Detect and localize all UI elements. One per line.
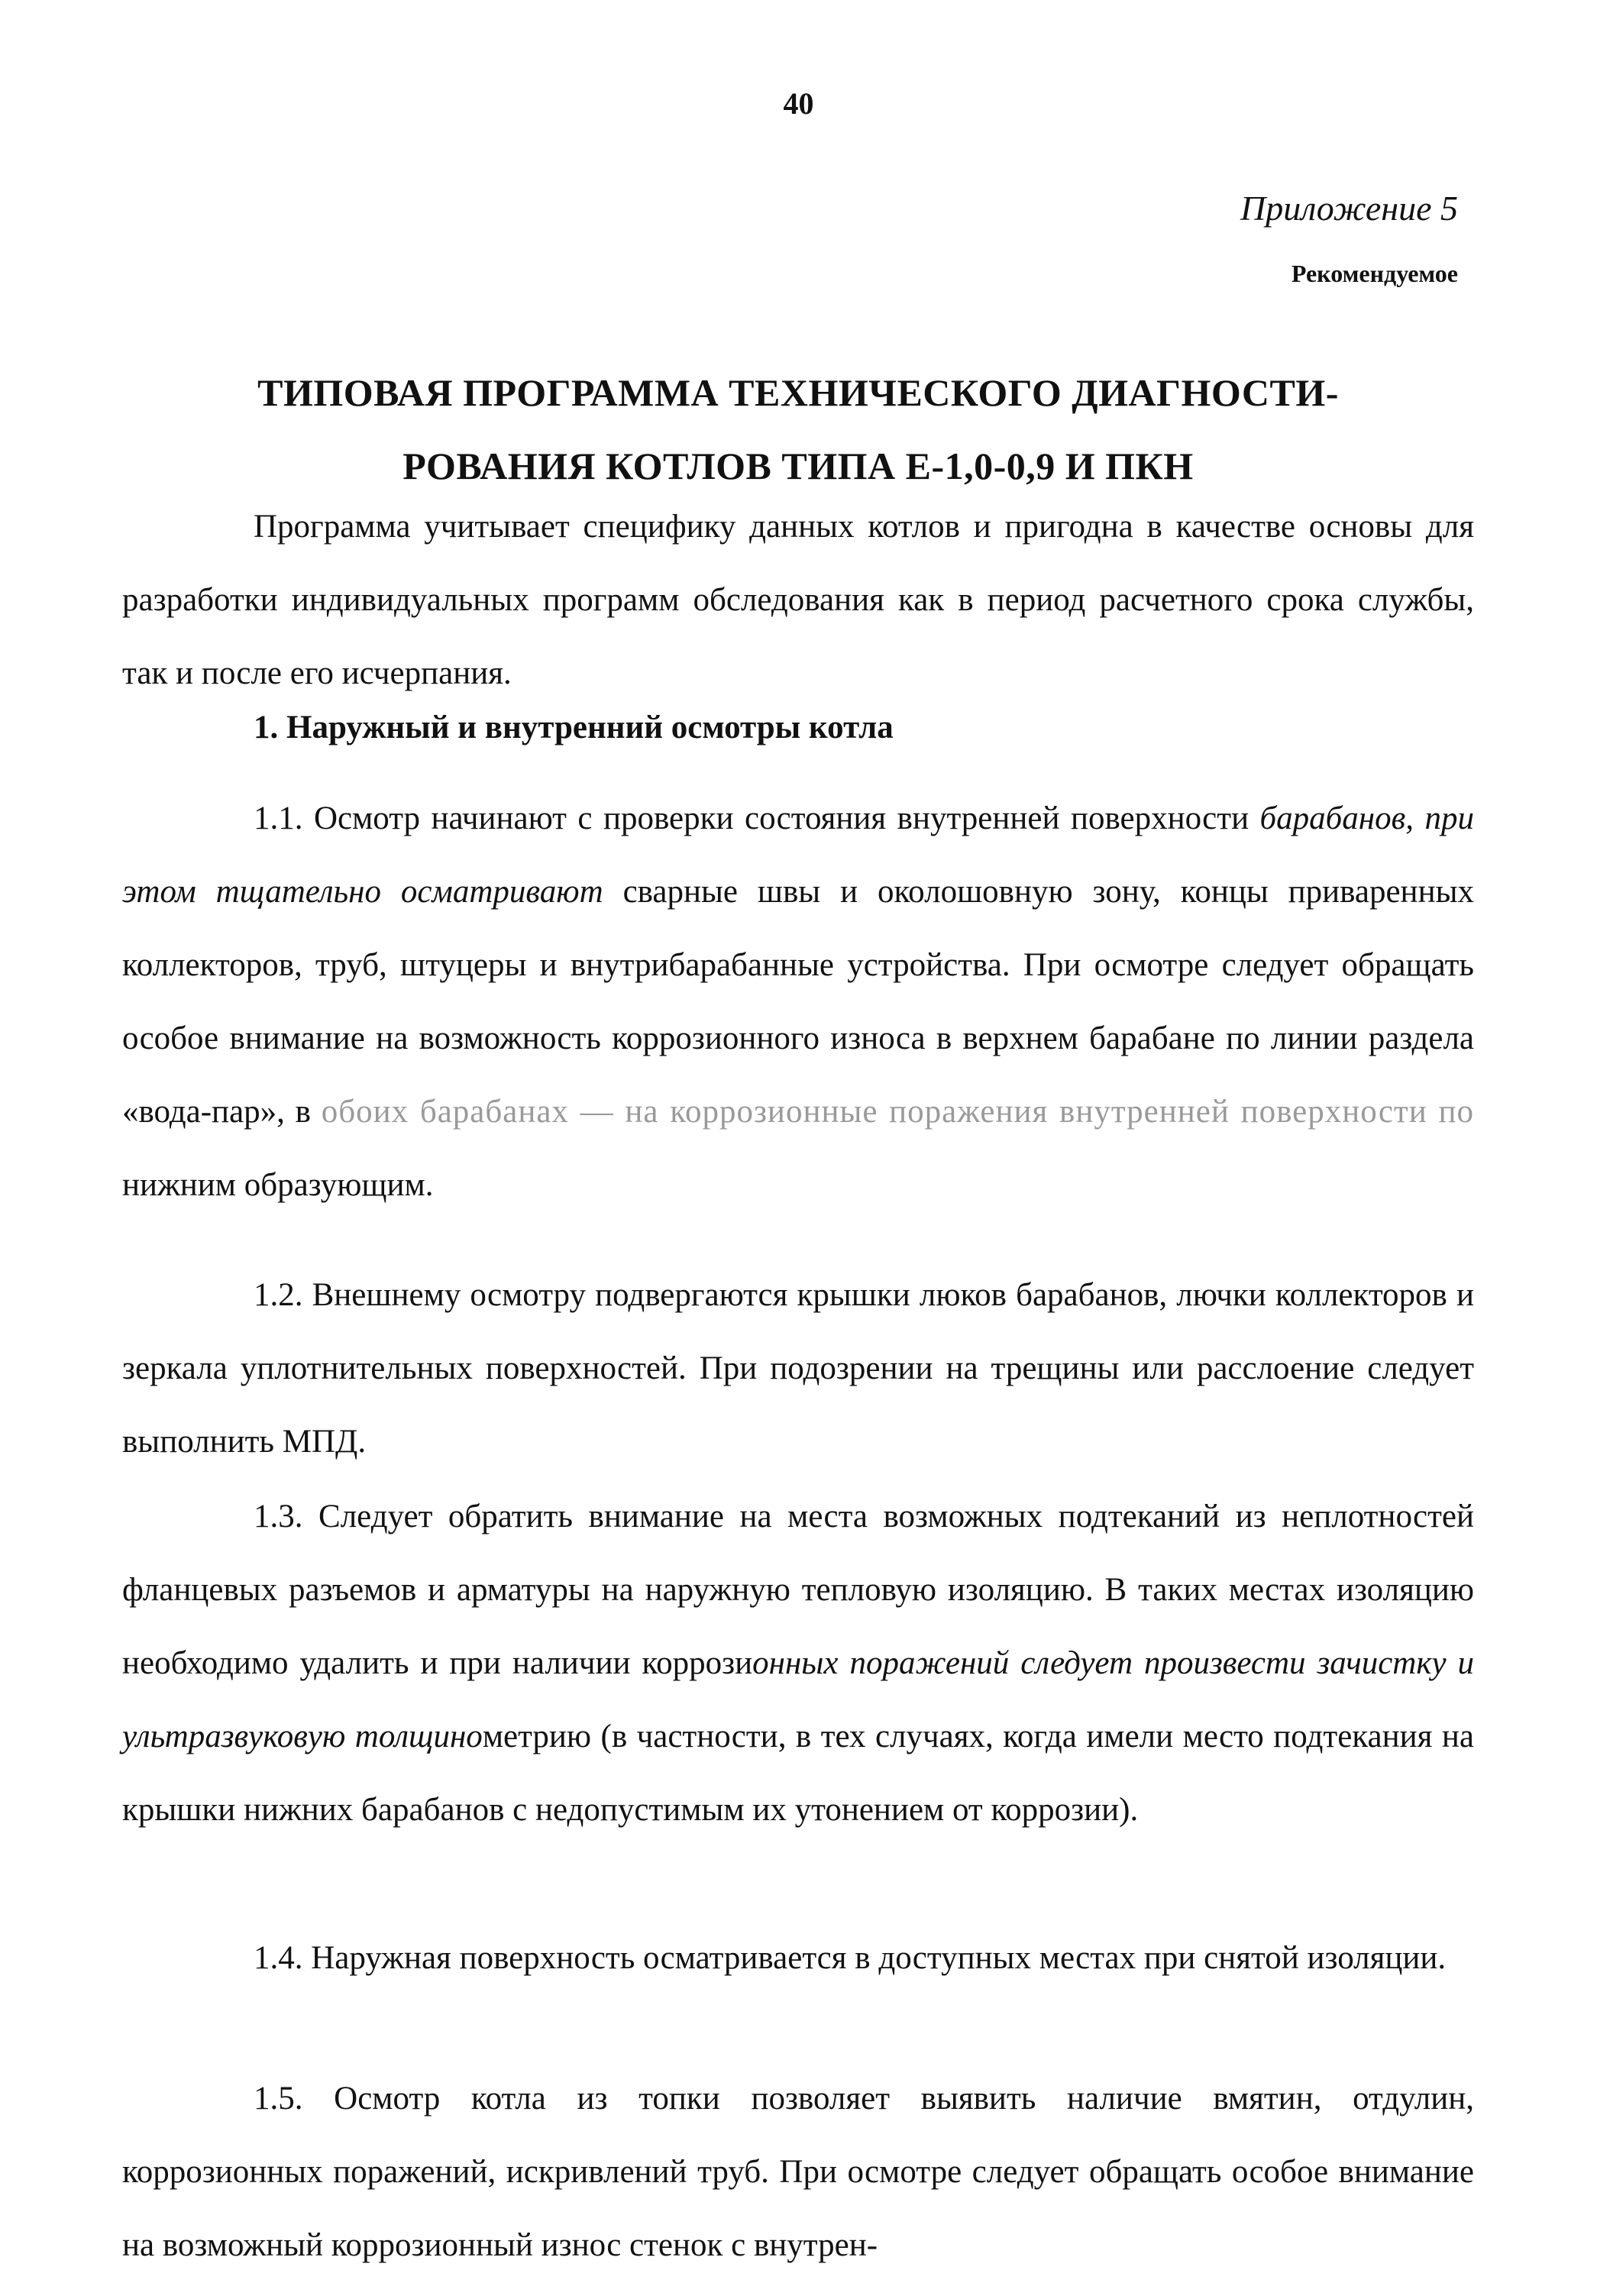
paragraph-1-3-lead: 1.3. Следует обратить внимание на места возможных подтеканий из неплотностей фланцевых разъемов и арматуры на наружную тепловую изоляцию. В таких местах изоляцию необходимо удалить и при наличии коррози — [122, 1499, 1474, 1681]
section-1-heading: 1. Наружный и внутренний осмотры котла — [254, 710, 894, 745]
paragraph-1-4: 1.4. Наружная поверхность осматривается в доступных местах при снятой изоляции. — [254, 1940, 1447, 1976]
recommended-label: Рекомендуемое — [1291, 260, 1458, 287]
paragraph-1-1-lead: 1.1. Осмотр начинают с проверки состояния внутренней поверхности — [254, 800, 1260, 836]
paragraph-1-2: 1.2. Внешнему осмотру подвергаются крышки люков барабанов, лючки коллекторов и зеркала уплотнительных поверхностей. При подозрении на трещины или расслоение следует выполнить МПД. — [122, 1277, 1474, 1460]
appendix-label: Приложение 5 — [1240, 189, 1458, 228]
paragraph-1-1-italic: барабанов, при этом тщательно осматривают — [122, 800, 1475, 910]
paragraph-1-1 — [122, 782, 1474, 1222]
paragraph-1-3 — [122, 1480, 1474, 1847]
paragraph-1-1-tail: нижним образующим. — [122, 1167, 434, 1203]
paragraph-1-3-italic: онных поражений следует произвести зачистку и ультразвуковую толщино — [122, 1645, 1474, 1754]
page-number: 40 — [783, 86, 814, 121]
title-line-1: ТИПОВАЯ ПРОГРАММА ТЕХНИЧЕСКОГО ДИАГНОСТИ- — [257, 371, 1339, 414]
paragraph-1-1-faint-line: обоих барабанах — на коррозионные поражения внутренней поверхности по — [321, 1094, 1474, 1130]
document-title — [118, 356, 1478, 503]
intro-paragraph: Программа учитывает специфику данных котлов и пригодна в качестве основы для разработки индивидуальных программ обследования как в период расчетного срока службы, так и после его исчерпания. — [122, 509, 1474, 691]
paragraph-1-3-tail: метрию (в частности, в тех случаях, когда имели место подтекания на крышки нижних барабанов с недопустимым их утонением от коррозии). — [122, 1719, 1474, 1828]
paragraph-1-5: 1.5. Осмотр котла из топки позволяет выявить наличие вмятин, отдулин, коррозионных поражений, искривлений труб. При осмотре следует обращать особое внимание на возможный коррозионный износ стенок с внутрен- — [122, 2081, 1474, 2263]
paragraph-1-1-main: сварные швы и околошовную зону, концы приваренных коллекторов, труб, штуцеры и внутрибарабанные устройства. При осмотре следует обращать особое внимание на возможность коррозионного износа в верхнем барабане по линии раздела «вода-пар», в — [122, 874, 1474, 1130]
title-line-2: РОВАНИЯ КОТЛОВ ТИПА Е-1,0-0,9 И ПКН — [402, 445, 1194, 487]
